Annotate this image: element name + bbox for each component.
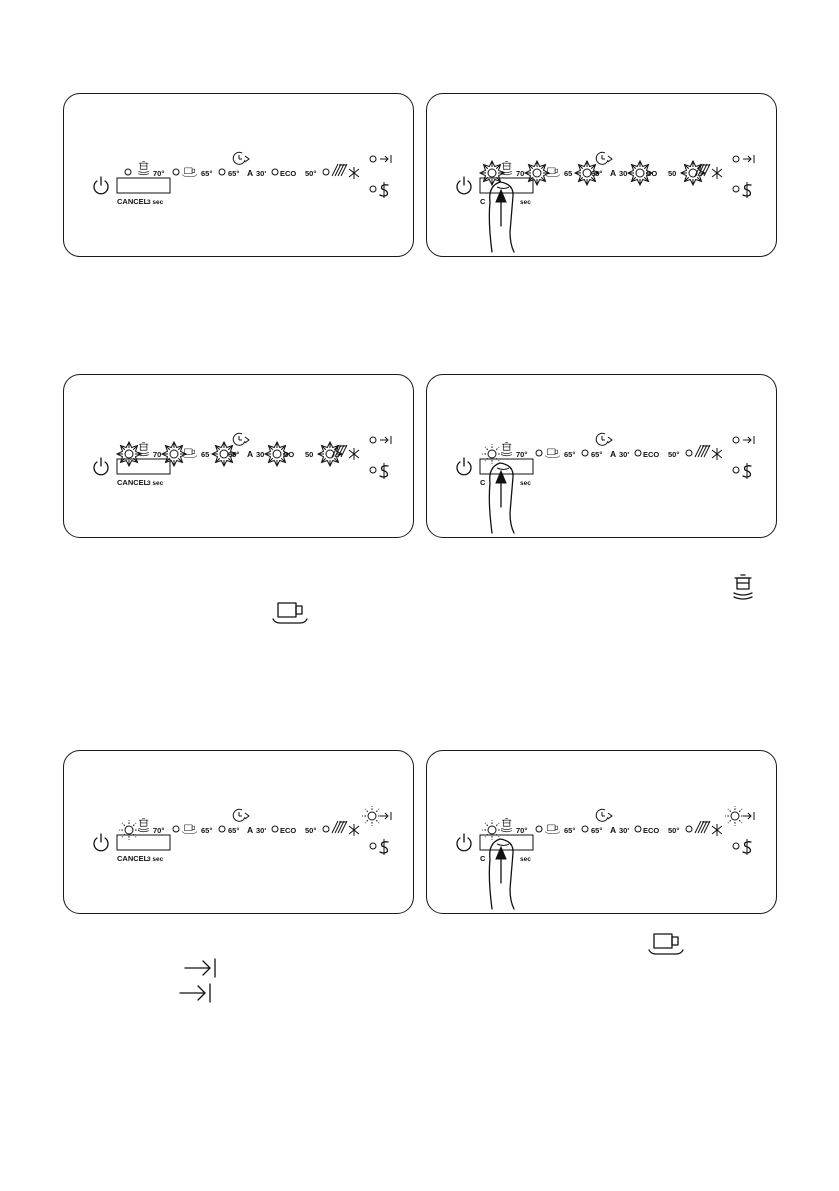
dry-icon (332, 821, 347, 833)
temp-65-label: 65° (201, 826, 213, 835)
clock-icon (596, 433, 612, 445)
temp-65-label: 65° (564, 826, 576, 835)
cancel-label: CANCEL (117, 854, 149, 863)
program-led-pot (117, 442, 141, 466)
auto-label: A (610, 825, 617, 835)
temp-65-label: 65° (564, 450, 576, 459)
program-led-auto (219, 826, 225, 832)
program-led-pot (125, 169, 131, 175)
temp-65-auto-label: 65° (591, 450, 603, 459)
eco-label: CO (283, 450, 295, 459)
control-panel-3 (63, 374, 414, 538)
program-led-cup (525, 161, 549, 185)
power-icon[interactable] (94, 458, 108, 475)
power-icon[interactable] (457, 177, 471, 194)
dry-icon (332, 164, 347, 176)
delay-arrow-icon (743, 155, 754, 163)
program-led-cup (173, 826, 179, 832)
program-led-eco (272, 826, 278, 832)
temp-65-label: 65 (564, 169, 573, 178)
cancel-duration-label: sec (520, 199, 531, 206)
salt-icon (743, 463, 751, 479)
temp-65-auto-label: 65° (591, 826, 603, 835)
delay-led (362, 806, 382, 826)
dry-icon (695, 445, 710, 457)
temp-70-label: 70° (153, 169, 165, 178)
program-led-dry (681, 161, 705, 185)
cancel-duration-label: 3 sec (147, 199, 164, 206)
cup-icon (182, 825, 196, 833)
temp-50-label: 50° (305, 826, 317, 835)
auto-label: A (247, 825, 254, 835)
pot-icon (731, 574, 755, 600)
salt-icon (380, 463, 388, 479)
temp-50-label: 50 (305, 450, 314, 459)
control-panel-1 (63, 93, 414, 257)
salt-led (370, 843, 376, 849)
cancel-label: CANCEL (117, 197, 149, 206)
program-led-pot (480, 161, 504, 185)
eco-label: ECO (643, 826, 660, 835)
rinse-aid-icon (349, 167, 359, 179)
program-led-dry (686, 450, 692, 456)
thirty-min-label: 30 (619, 169, 628, 178)
temp-70-label: 70 (516, 169, 525, 178)
cancel-label: C (480, 197, 486, 206)
salt-led (370, 186, 376, 192)
temp-70-label: 70° (153, 826, 165, 835)
program-led-dry (323, 826, 329, 832)
salt-icon (380, 182, 388, 198)
clock-icon (596, 152, 612, 164)
eco-label: ECO (280, 169, 297, 178)
program-led-dry (686, 826, 692, 832)
temp-50-label: 50° (668, 826, 680, 835)
temp-65-label: 65° (201, 169, 213, 178)
delay-led (733, 437, 739, 443)
salt-led (733, 467, 739, 473)
power-icon[interactable] (457, 834, 471, 851)
power-icon[interactable] (457, 458, 471, 475)
delay-arrow-icon (380, 812, 391, 820)
program-led-cup (536, 450, 542, 456)
program-led-auto (219, 169, 225, 175)
salt-icon (743, 182, 751, 198)
clock-icon (596, 809, 612, 821)
pot-icon (502, 819, 512, 832)
cup-icon (648, 932, 684, 956)
cancel-button[interactable] (480, 459, 533, 474)
auto-label: A (247, 168, 254, 178)
temp-65-label: 65 (201, 450, 210, 459)
auto-label: A (247, 449, 254, 459)
temp-50-label: 50° (305, 169, 317, 178)
temp-50-label: 50 (668, 169, 677, 178)
cancel-duration-label: 3 sec (147, 480, 164, 487)
delay-arrow-icon (184, 957, 218, 979)
dry-icon (695, 821, 710, 833)
temp-65-auto-label: 65° (591, 169, 603, 178)
program-led-dry (318, 442, 342, 466)
delay-led (370, 437, 376, 443)
program-led-cup (173, 169, 179, 175)
delay-led (370, 156, 376, 162)
cancel-button[interactable] (480, 835, 533, 850)
delay-arrow-icon (743, 436, 754, 444)
delay-arrow-icon (743, 812, 754, 820)
cancel-label: C (480, 478, 486, 487)
program-led-dry (323, 169, 329, 175)
delay-arrow-icon (179, 982, 213, 1004)
cancel-button[interactable] (117, 835, 170, 850)
thirty-min-label: 30' (256, 826, 267, 835)
cancel-duration-label: sec (520, 856, 531, 863)
cup-icon (182, 449, 196, 457)
delay-led (733, 156, 739, 162)
temp-50-label: 50° (668, 450, 680, 459)
clock-icon (233, 433, 249, 445)
rinse-aid-icon (349, 824, 359, 836)
salt-led (733, 843, 739, 849)
control-panel-5 (63, 750, 414, 914)
pot-icon (139, 162, 149, 175)
pot-icon (502, 443, 512, 456)
temp-70-label: 70° (516, 826, 528, 835)
temp-65-auto-label: 65° (228, 169, 240, 178)
rinse-aid-icon (712, 824, 722, 836)
delay-led (725, 806, 745, 826)
salt-led (370, 467, 376, 473)
rinse-aid-icon (712, 448, 722, 460)
thirty-min-label: 30' (256, 169, 267, 178)
cup-icon (545, 825, 559, 833)
power-icon[interactable] (94, 834, 108, 851)
program-led-cup (536, 826, 542, 832)
cup-icon (182, 168, 196, 176)
clock-icon (233, 809, 249, 821)
program-led-eco (635, 826, 641, 832)
salt-led (733, 186, 739, 192)
temp-65-auto-label: 65° (228, 450, 240, 459)
cup-icon (272, 601, 308, 625)
cup-icon (545, 449, 559, 457)
thirty-min-label: 30 (256, 450, 265, 459)
program-led-eco (635, 450, 641, 456)
thirty-min-label: 30' (619, 826, 630, 835)
control-panel-6 (426, 750, 777, 914)
program-led-cup (162, 442, 186, 466)
control-panel-4 (426, 374, 777, 538)
thirty-min-label: 30' (619, 450, 630, 459)
cancel-duration-label: sec (520, 480, 531, 487)
rinse-aid-icon (712, 167, 722, 179)
program-led-pot (119, 820, 139, 840)
cup-icon (545, 168, 559, 176)
salt-icon (743, 839, 751, 855)
rinse-aid-icon (349, 448, 359, 460)
salt-icon (380, 839, 388, 855)
delay-arrow-icon (380, 155, 391, 163)
auto-label: A (610, 168, 617, 178)
cancel-label: C (480, 854, 486, 863)
delay-arrow-icon (380, 436, 391, 444)
power-icon[interactable] (94, 177, 108, 194)
cancel-duration-label: 3 sec (147, 856, 164, 863)
clock-icon (233, 152, 249, 164)
program-led-auto (582, 826, 588, 832)
control-panel-2 (426, 93, 777, 257)
program-led-pot (482, 444, 502, 464)
auto-label: A (610, 449, 617, 459)
eco-label: CO (646, 169, 658, 178)
cancel-label: CANCEL (117, 478, 149, 487)
program-led-pot (482, 820, 502, 840)
temp-70-label: 70 (153, 450, 162, 459)
eco-label: ECO (643, 450, 660, 459)
temp-65-auto-label: 65° (228, 826, 240, 835)
temp-70-label: 70° (516, 450, 528, 459)
program-led-eco (272, 169, 278, 175)
pot-icon (139, 819, 149, 832)
eco-label: ECO (280, 826, 297, 835)
cancel-button[interactable] (117, 178, 170, 193)
program-led-auto (582, 450, 588, 456)
